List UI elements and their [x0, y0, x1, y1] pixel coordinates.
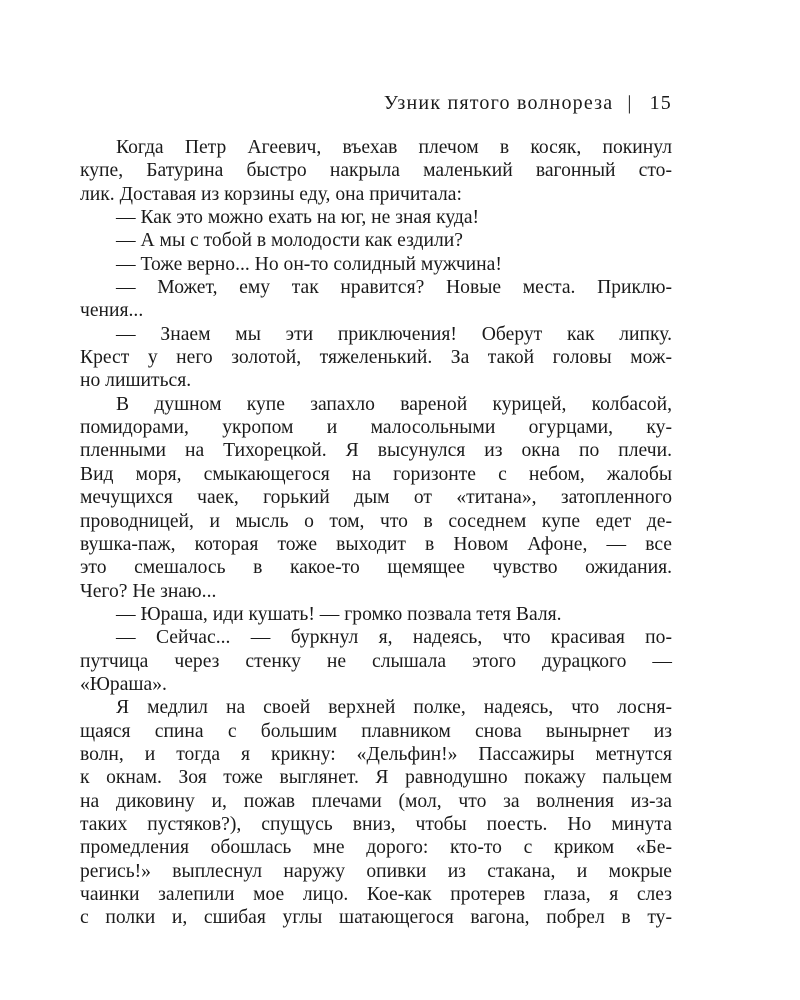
text-line: с полки и, сшибая углы шатающегося вагона, побрел в ту-: [80, 907, 672, 929]
text-line: — Знаем мы эти приключения! Оберут как липку.: [116, 323, 672, 345]
text-line: Когда Петр Агеевич, въехав плечом в косяк, покинул: [116, 137, 672, 158]
text-line: пленными на Тихорецкой. Я высунулся из окна по плечи.: [80, 440, 672, 462]
text-line: — Сейчас... — буркнул я, надеясь, что красивая по-: [116, 627, 672, 649]
text-line: — Может, ему так нравится? Новые места. Приклю-: [116, 277, 672, 299]
text-line: Чего? Не знаю...: [80, 580, 217, 602]
book-title: Узник пятого волнореза: [383, 92, 614, 114]
body-text: [80, 136, 672, 930]
text-line: Крест у него золотой, тяжеленький. За такой головы мож-: [80, 347, 672, 369]
running-head: [384, 91, 672, 115]
text-line: Я медлил на своей верхней полке, надеясь, что лосня-: [116, 697, 672, 719]
text-line: вушка-паж, которая тоже выходит в Новом Афоне, — все: [80, 533, 672, 555]
text-line: регись!» выплеснул наружу опивки из стакана, и мокрые: [80, 860, 672, 882]
text-line: промедления обошлась мне дорого: кто-то с криком «Бе-: [80, 837, 672, 859]
text-line: чаинки залепили мое лицо. Кое-как протерев глаза, я слез: [80, 884, 672, 905]
text-line: «Юраша».: [80, 673, 167, 695]
text-line: к окнам. Зоя тоже выглянет. Я равнодушно покажу пальцем: [80, 767, 672, 789]
page-number: 15: [649, 92, 672, 114]
header-separator: |: [627, 92, 633, 114]
text-line: это смешалось в какое-то щемящее чувство ожидания.: [80, 557, 672, 579]
text-line: помидорами, укропом и малосольными огурцами, ку-: [80, 417, 672, 439]
text-line: на диковину и, пожав плечами (мол, что за волнения из-за: [80, 790, 672, 812]
text-line: таких пустяков?), спущусь вниз, чтобы поесть. Но минута: [80, 813, 672, 835]
text-line: — Юраша, иди кушать! — громко позвала тетя Валя.: [116, 603, 562, 625]
text-line: купе, Батурина быстро накрыла маленький вагонный сто-: [80, 160, 672, 182]
text-line: — А мы с тобой в молодости как ездили?: [116, 230, 463, 252]
text-line: но лишиться.: [80, 370, 192, 392]
text-line: — Тоже верно... Но он-то солидный мужчина!: [116, 253, 502, 275]
text-line: лик. Доставая из корзины еду, она причитала:: [80, 183, 462, 205]
text-line: мечущихся чаек, горький дым от «титана», затопленного: [80, 487, 672, 509]
text-line: щаяся спина с большим плавником снова вынырнет из: [80, 720, 672, 742]
text-line: Вид моря, смыкающегося на горизонте с небом, жалобы: [80, 463, 672, 485]
text-line: волн, и тогда я крикну: «Дельфин!» Пассажиры метнутся: [80, 743, 672, 765]
text-line: путчица через стенку не слышала этого дурацкого —: [80, 650, 672, 672]
text-line: — Как это можно ехать на юг, не зная куда!: [116, 207, 480, 229]
text-line: В душном купе запахло вареной курицей, колбасой,: [116, 393, 672, 415]
text-line: чения...: [80, 300, 144, 322]
text-line: проводницей, и мысль о том, что в соседнем купе едет де-: [80, 510, 672, 532]
